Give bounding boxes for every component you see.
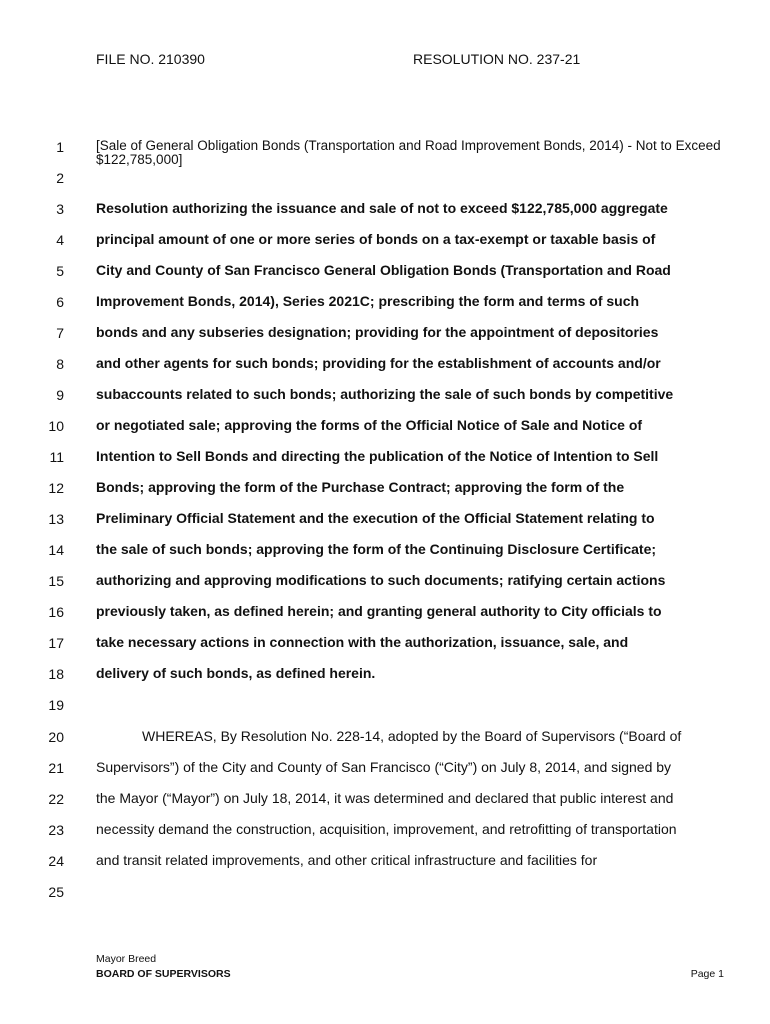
summary-line: delivery of such bonds, as defined herein.	[96, 665, 376, 681]
line-number: 5	[56, 263, 64, 279]
line-number: 20	[48, 729, 64, 745]
footer-board: BOARD OF SUPERVISORS	[96, 968, 231, 980]
summary-line: previously taken, as defined herein; and granting general authority to City officials to	[96, 603, 662, 619]
line-number: 3	[56, 201, 64, 217]
line-number: 19	[48, 697, 64, 713]
line-number: 12	[48, 480, 64, 496]
line-number: 2	[56, 170, 64, 186]
summary-line: bonds and any subseries designation; providing for the appointment of depositories	[96, 324, 659, 340]
footer-sponsor: Mayor Breed	[96, 953, 157, 965]
resolution-number: RESOLUTION NO. 237-21	[413, 51, 581, 67]
summary-line: and other agents for such bonds; providing for the establishment of accounts and/or	[96, 355, 661, 371]
line-number: 13	[48, 511, 64, 527]
line-number: 1	[56, 139, 64, 155]
body-line: WHEREAS, By Resolution No. 228-14, adopted by the Board of Supervisors (“Board of	[142, 728, 682, 744]
line-number: 9	[56, 387, 64, 403]
page-number: Page 1	[690, 968, 724, 980]
line-number: 16	[48, 604, 64, 620]
line-number: 14	[48, 542, 64, 558]
line-number: 23	[48, 822, 64, 838]
line-number: 24	[48, 853, 64, 869]
summary-line: principal amount of one or more series of bonds on a tax-exempt or taxable basis of	[96, 231, 656, 247]
line-number: 7	[56, 325, 64, 341]
line-number: 4	[56, 232, 64, 248]
line-number: 22	[48, 791, 64, 807]
line-number: 6	[56, 294, 64, 310]
body-line: the Mayor (“Mayor”) on July 18, 2014, it was determined and declared that public interest and	[96, 790, 674, 806]
line-number: 21	[48, 760, 64, 776]
summary-line: City and County of San Francisco General Obligation Bonds (Transportation and Road	[96, 262, 671, 278]
summary-line: Bonds; approving the form of the Purchase Contract; approving the form of the	[96, 479, 625, 495]
summary-line: Intention to Sell Bonds and directing the publication of the Notice of Intention to Sell	[96, 448, 659, 464]
summary-line: authorizing and approving modifications to such documents; ratifying certain actions	[96, 572, 666, 588]
file-number: FILE NO. 210390	[96, 51, 205, 67]
line-number: 11	[49, 449, 64, 465]
line-number: 18	[48, 666, 64, 682]
body-line: and transit related improvements, and other critical infrastructure and facilities for	[96, 852, 598, 868]
summary-line: Resolution authorizing the issuance and sale of not to exceed $122,785,000 aggregate	[96, 200, 668, 216]
summary-line: or negotiated sale; approving the forms of the Official Notice of Sale and Notice of	[96, 417, 643, 433]
body-line: Supervisors”) of the City and County of San Francisco (“City”) on July 8, 2014, and signed by	[96, 759, 672, 775]
resolution-title: [Sale of General Obligation Bonds (Transportation and Road Improvement Bonds, 2014) - Not to Exceed $122,785,000]	[96, 138, 721, 167]
body-line: necessity demand the construction, acquisition, improvement, and retrofitting of transportation	[96, 821, 677, 837]
summary-line: subaccounts related to such bonds; authorizing the sale of such bonds by competitive	[96, 386, 674, 402]
summary-line: take necessary actions in connection with the authorization, issuance, sale, and	[96, 634, 629, 650]
line-number: 8	[56, 356, 64, 372]
summary-line: Improvement Bonds, 2014), Series 2021C; prescribing the form and terms of such	[96, 293, 640, 309]
line-number: 17	[48, 635, 64, 651]
summary-line: the sale of such bonds; approving the form of the Continuing Disclosure Certificate;	[96, 541, 657, 557]
line-number: 15	[48, 573, 64, 589]
line-number: 25	[48, 884, 64, 900]
line-number: 10	[48, 418, 64, 434]
summary-line: Preliminary Official Statement and the execution of the Official Statement relating to	[96, 510, 655, 526]
